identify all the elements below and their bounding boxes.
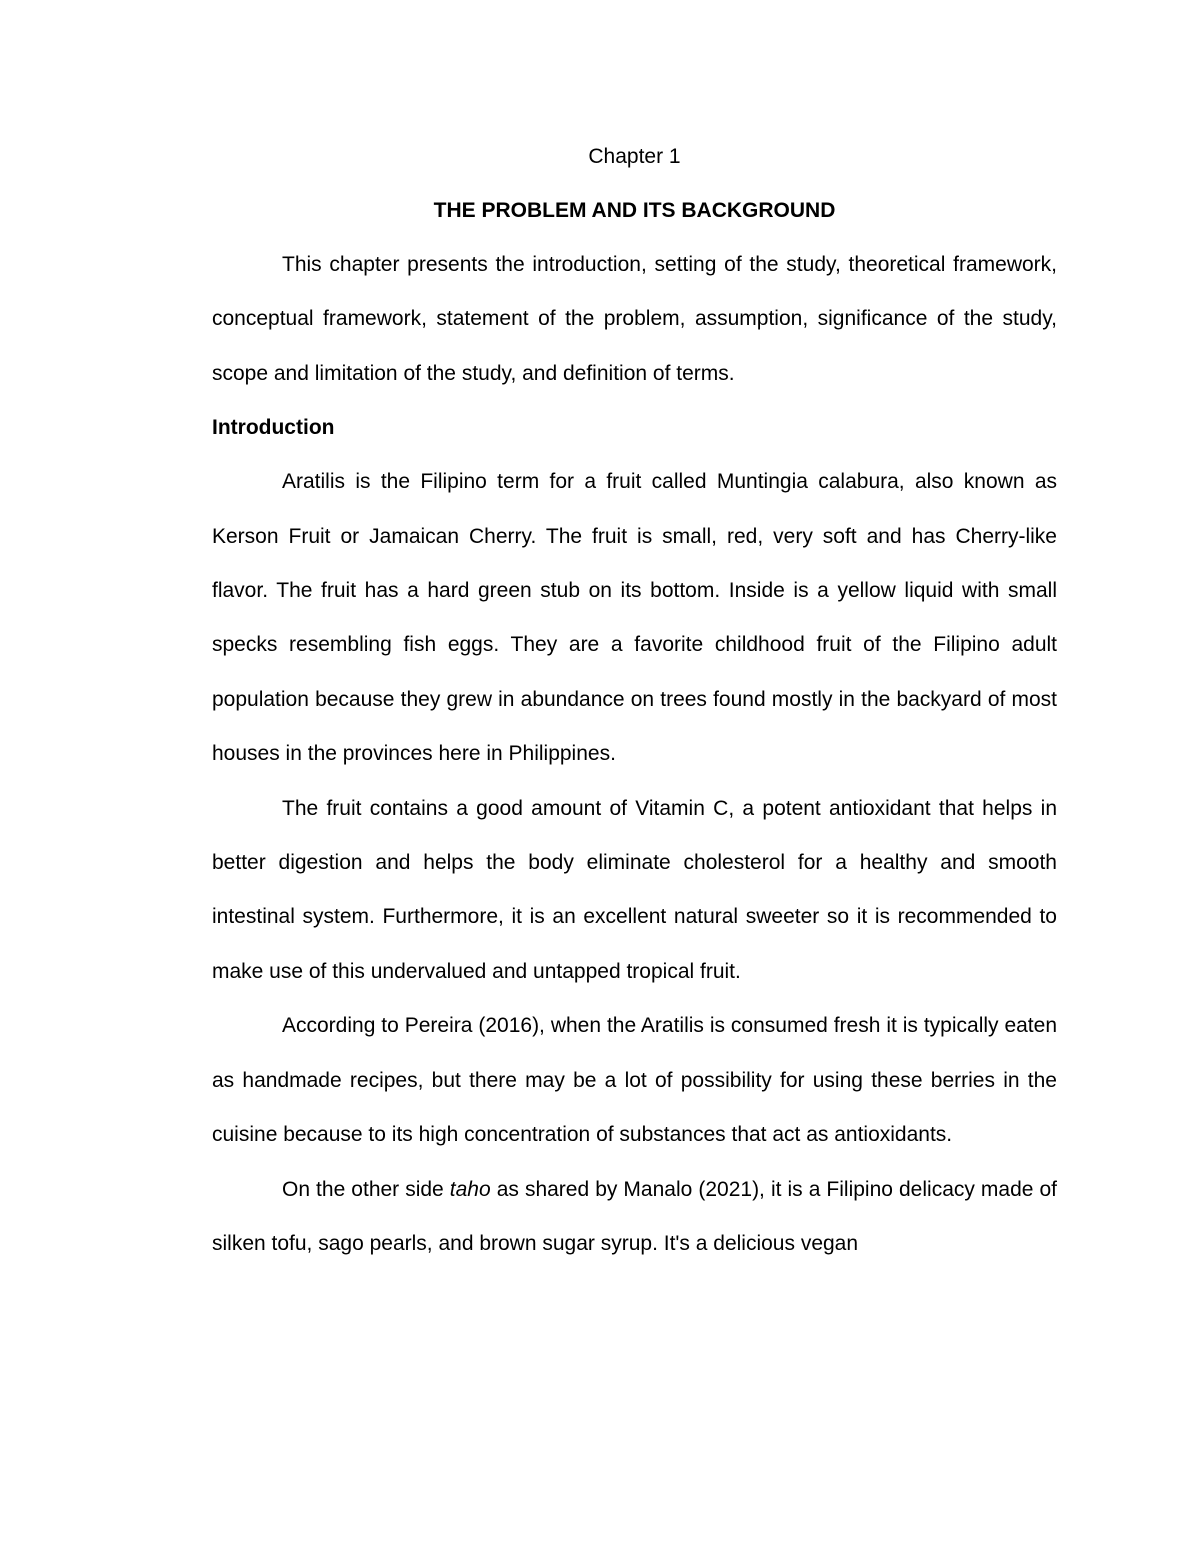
chapter-overview-paragraph: This chapter presents the introduction, setting of the study, theoretical framework, conceptual framework, statement of the problem, assumption, significance of the study, scope and limitation of the study, and definition of terms. — [212, 253, 1057, 385]
document-page — [212, 130, 1057, 1271]
italic-term: taho — [449, 1177, 491, 1201]
chapter-label: Chapter 1 — [588, 145, 681, 168]
chapter-title: THE PROBLEM AND ITS BACKGROUND — [433, 199, 836, 222]
section-heading-introduction: Introduction — [212, 416, 335, 440]
body-paragraph: The fruit contains a good amount of Vitamin C, a potent antioxidant that helps in better digestion and helps the body eliminate cholesterol for a healthy and smooth intestinal system. Furthermore, it is an excellent natural sweeter so it is recommended to make use of this undervalued and untapped tropical fruit. — [212, 796, 1057, 983]
body-paragraph: According to Pereira (2016), when the Aratilis is consumed fresh it is typically eaten as handmade recipes, but there may be a lot of possibility for using these berries in the cuisine because to its high concentration of substances that act as antioxidants. — [212, 1014, 1057, 1147]
paragraph-text: as shared by Manalo (2021), it is a Filipino delicacy made of silken tofu, sago pearls, and brown sugar syrup. It's a delicious vegan — [212, 1177, 1058, 1255]
body-paragraph-taho — [212, 1163, 1057, 1272]
paragraph-text: On the other side — [282, 1177, 450, 1201]
body-paragraph: Aratilis is the Filipino term for a fruit called Muntingia calabura, also known as Kerson Fruit or Jamaican Cherry. The fruit is small, red, very soft and has Cherry-like flavor. The fruit has a hard green stub on its bottom. Inside is a yellow liquid with small specks resembling fish eggs. They are a favorite childhood fruit of the Filipino adult population because they grew in abundance on trees found mostly in the backyard of most houses in the provinces here in Philippines. — [212, 470, 1057, 766]
